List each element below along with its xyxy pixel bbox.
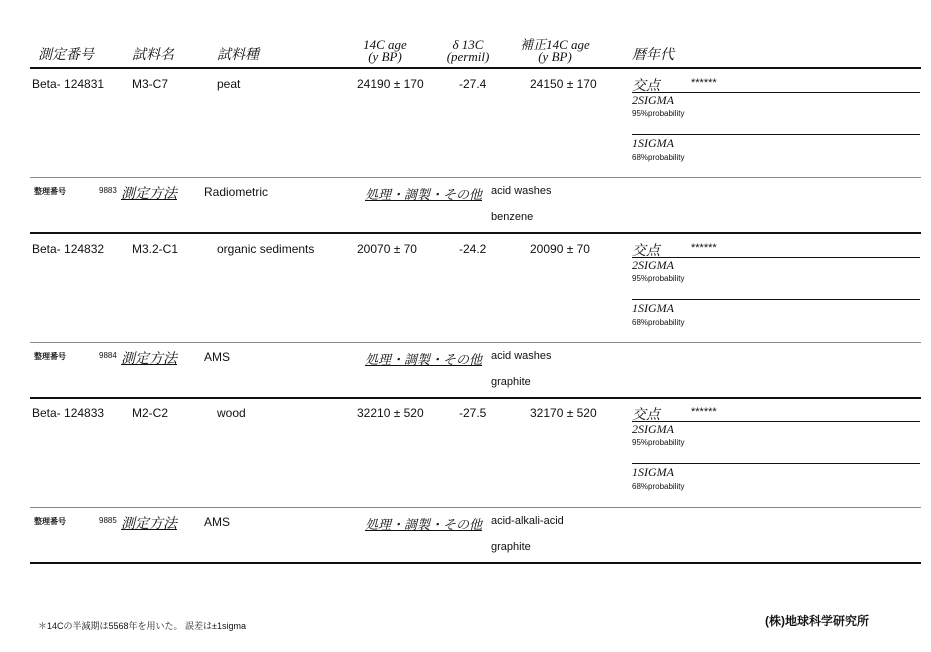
method-value: AMS [204,350,231,364]
process-step-2: graphite [491,541,531,553]
sigma1-prob: 68%probability [632,318,685,327]
intercept-rule [632,92,920,93]
process-label: 処理・調製・その他 [365,517,483,532]
ref-label: 整理番号 [34,352,66,361]
record-1-bottom-rule [30,232,921,234]
intercept-label: 交点 [632,79,660,94]
record-1-divider [30,177,921,178]
record-id: Beta- 124831 [32,77,105,91]
sigma1-prob: 68%probability [632,153,685,162]
footnote: ＊14Cの半減期は5568年を用いた。 誤差は±1sigma [38,621,246,631]
record-2-bottom-rule [30,397,921,399]
sigma2-rule [632,299,920,300]
record-d13c: -24.2 [459,242,487,256]
intercept-label: 交点 [632,408,660,423]
sigma1-label: 1SIGMA [632,136,674,150]
intercept-rule [632,421,920,422]
header-d13c-line2: (permil) [446,49,490,64]
ref-number: 9884 [99,351,117,360]
header-calendar: 暦年代 [632,48,674,63]
process-step-1: acid washes [491,185,552,197]
record-corr-age: 24150 ± 170 [530,77,597,91]
process-label: 処理・調製・その他 [365,352,483,367]
process-step-1: acid washes [491,350,552,362]
method-label: 測定方法 [121,352,177,367]
intercept-value: ****** [691,77,717,89]
sigma2-prob: 95%probability [632,109,685,118]
sigma2-prob: 95%probability [632,274,685,283]
record-type: wood [217,406,246,420]
record-name: M3-C7 [132,77,169,91]
process-step-1: acid-alkali-acid [491,515,564,527]
process-step-2: benzene [491,211,534,223]
header-age-line1: 14C age [363,37,407,52]
record-3-bottom-rule [30,562,921,564]
header-age-line2: (y BP) [368,49,402,64]
header-corr-line2: (y BP) [538,49,572,64]
sigma2-label: 2SIGMA [632,422,674,436]
process-label: 処理・調製・その他 [365,187,483,202]
record-corr-age: 20090 ± 70 [530,242,590,256]
record-age: 32210 ± 520 [357,406,424,420]
record-type: organic sediments [217,242,315,256]
record-3-divider [30,507,921,508]
record-age: 24190 ± 170 [357,77,424,91]
sigma2-rule [632,463,920,464]
record-d13c: -27.5 [459,406,487,420]
intercept-value: ****** [691,406,717,418]
header-corr-line1: 補正14C age [520,37,590,52]
method-value: Radiometric [204,185,269,199]
record-id: Beta- 124832 [32,242,105,256]
record-type: peat [217,77,241,91]
sigma2-rule [632,134,920,135]
intercept-rule [632,257,920,258]
record-d13c: -27.4 [459,77,487,91]
header-sample-name: 試料名 [132,48,174,63]
record-corr-age: 32170 ± 520 [530,406,597,420]
sigma2-label: 2SIGMA [632,93,674,107]
sigma2-prob: 95%probability [632,438,685,447]
record-name: M2-C2 [132,406,169,420]
intercept-label: 交点 [632,244,660,259]
company-name: (株)地球科学研究所 [765,614,869,628]
process-step-2: graphite [491,376,531,388]
record-2-divider [30,342,921,343]
ref-number: 9883 [99,186,117,195]
header-d13c-line1: δ 13C [452,37,484,52]
record-id: Beta- 124833 [32,406,105,420]
method-value: AMS [204,515,231,529]
sigma1-prob: 68%probability [632,482,685,491]
header-sample-type: 試料種 [217,48,259,63]
sigma2-label: 2SIGMA [632,258,674,272]
sigma1-label: 1SIGMA [632,301,674,315]
ref-label: 整理番号 [34,517,66,526]
ref-number: 9885 [99,516,117,525]
header-rule [30,67,921,69]
record-age: 20070 ± 70 [357,242,417,256]
header-sample-id: 測定番号 [38,48,94,63]
method-label: 測定方法 [121,517,177,532]
record-name: M3.2-C1 [132,242,179,256]
sigma1-label: 1SIGMA [632,465,674,479]
intercept-value: ****** [691,242,717,254]
method-label: 測定方法 [121,187,177,202]
ref-label: 整理番号 [34,187,66,196]
